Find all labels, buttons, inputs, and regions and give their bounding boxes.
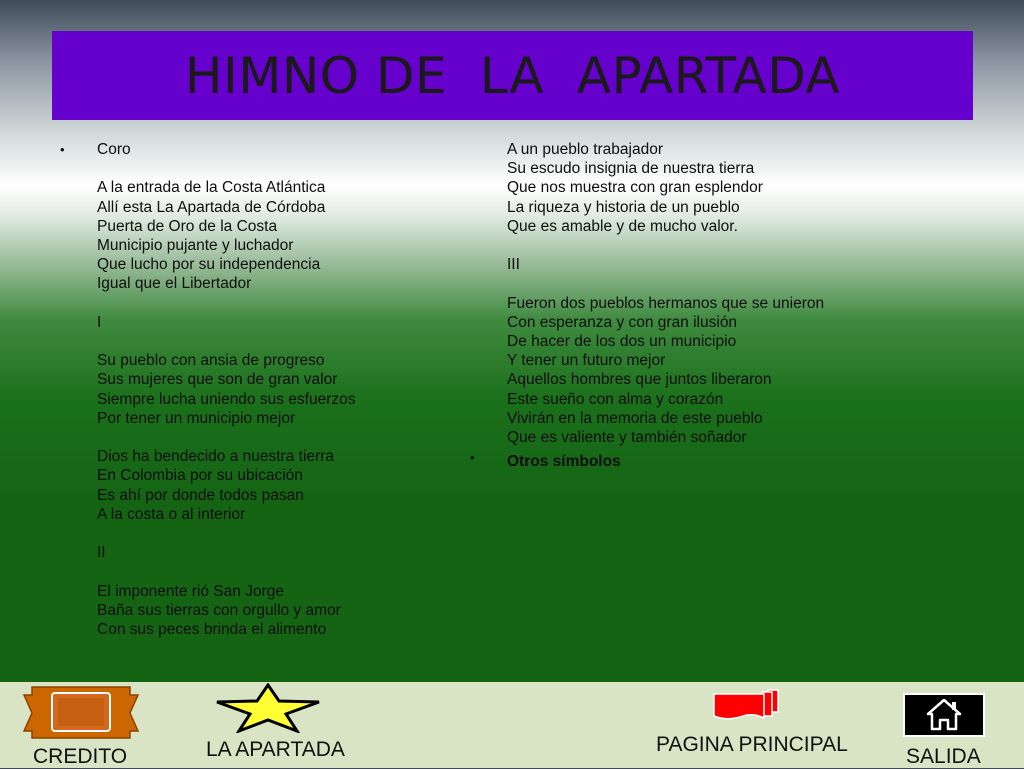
verse-coro: A la entrada de la Costa Atlántica Allí esta La Apartada de Córdoba Puerta de Oro de la Costa Municipio pujante y luchador Que lucho por su independencia Igual que el Libertador (97, 179, 326, 293)
verse-iii: Fueron dos pueblos hermanos que se unieron Con esperanza y con gran ilusión De hacer de los dos un municipio Y tener un futuro mejor Aquellos hombres que juntos liberaron Este sueño con alma y corazón Vivirán en la memoria de este pueblo Que es valiente y también soñador (507, 294, 825, 447)
computer-monitor-icon[interactable] (22, 685, 140, 740)
home-icon[interactable] (903, 693, 985, 737)
star-icon[interactable] (215, 683, 321, 733)
verse-i-b: Dios ha bendecido a nuestra tierra En Colombia por su ubicación Es ahí por donde todos pasan A la costa o al interior (97, 448, 334, 523)
otros-simbolos-link[interactable]: Otros símbolos (507, 453, 621, 470)
verse-ii-b: A un pueblo trabajador Su escudo insignia de nuestra tierra Que nos muestra con gran esplendor La riqueza y historia de un pueblo Que es amable y de mucho valor. (507, 141, 763, 235)
la-apartada-button[interactable]: LA APARTADA (206, 738, 345, 761)
bullet-otros: • (470, 450, 475, 465)
coro-heading: Coro (97, 141, 131, 158)
documents-icon[interactable] (712, 688, 782, 722)
right-column (507, 140, 907, 447)
slide-title: HIMNO DE LA APARTADA (184, 46, 841, 105)
salida-button[interactable]: SALIDA (906, 745, 981, 768)
verse-ii-a: El imponente rió San Jorge Baña sus tierras con orgullo y amor Con sus peces brinda el alimento (97, 582, 341, 638)
credito-button[interactable]: CREDITO (33, 745, 128, 768)
verse-label-ii: II (97, 544, 106, 562)
navigation-bar (0, 682, 1024, 768)
verse-label-i: I (97, 313, 102, 331)
bullet-coro: • (60, 142, 65, 157)
pagina-principal-button[interactable]: PAGINA PRINCIPAL (656, 733, 848, 756)
verse-i-a: Su pueblo con ansia de progreso Sus mujeres que son de gran valor Siempre lucha uniendo sus esfuerzos Por tener un municipio mejor (97, 352, 356, 427)
verse-label-iii: III (507, 256, 520, 274)
left-column (97, 140, 477, 639)
title-bar (52, 31, 973, 120)
